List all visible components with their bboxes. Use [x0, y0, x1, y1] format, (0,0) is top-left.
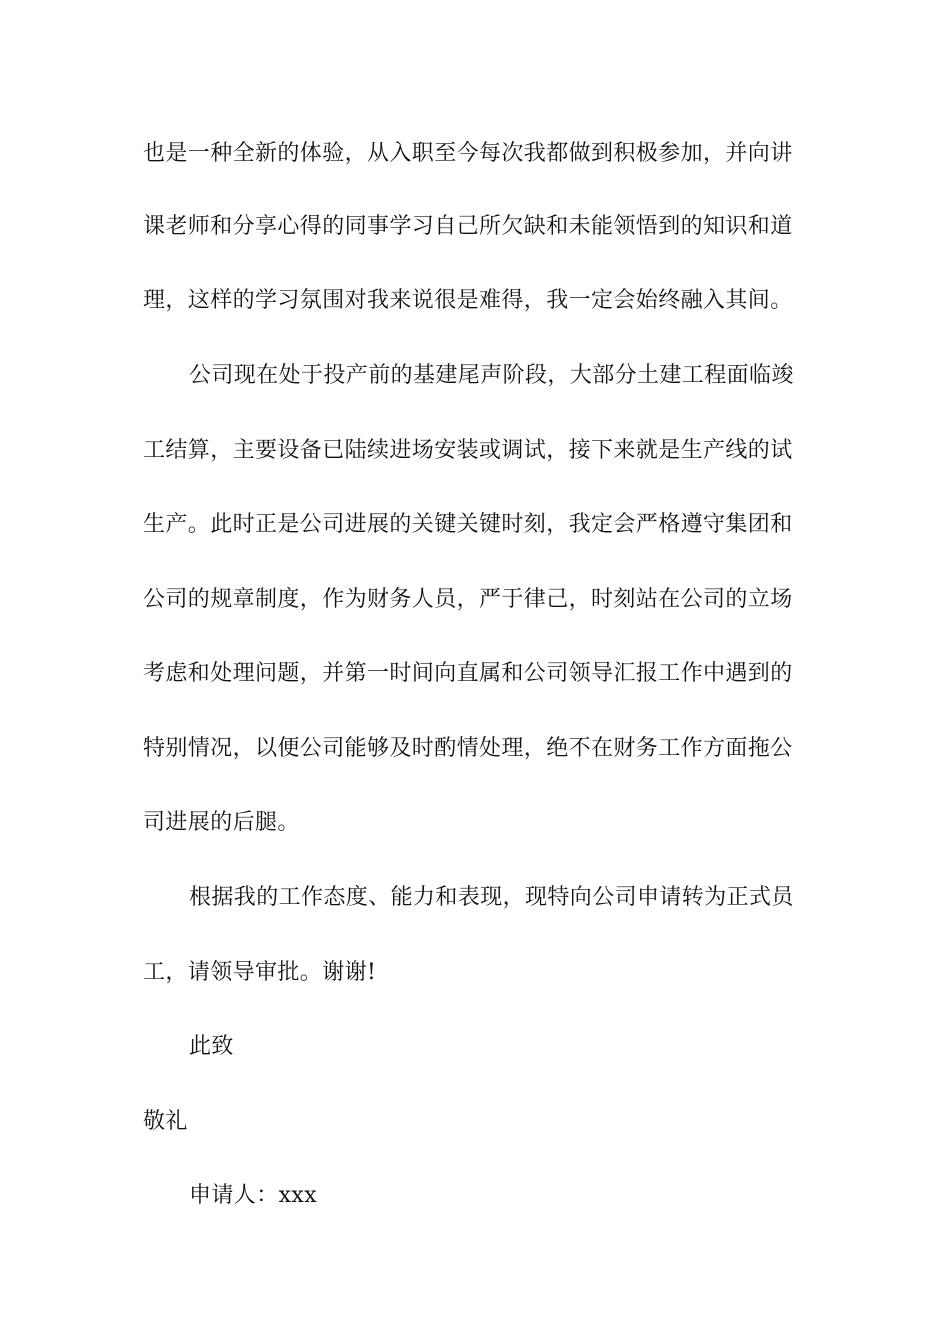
paragraph-line: 也是一种全新的体验，从入职至今每次我都做到积极参加，并向讲 — [143, 141, 793, 166]
paragraph-line: 司进展的后腿。 — [143, 810, 300, 835]
paragraph-line: 特别情况，以便公司能够及时酌情处理，绝不在财务工作方面拖公 — [143, 736, 793, 761]
applicant-signature: 申请人：xxx — [189, 1183, 318, 1208]
closing-salutation: 此致 — [189, 1034, 234, 1059]
paragraph-line: 工结算，主要设备已陆续进场安装或调试，接下来就是生产线的试 — [143, 438, 793, 463]
paragraph-line: 工，请领导审批。谢谢! — [143, 960, 377, 985]
paragraph-line: 公司的规章制度，作为财务人员，严于律己，时刻站在公司的立场 — [143, 587, 793, 612]
paragraph-line: 根据我的工作态度、能力和表现，现特向公司申请转为正式员 — [189, 885, 794, 910]
paragraph-line: 公司现在处于投产前的基建尾声阶段，大部分土建工程面临竣 — [189, 363, 794, 388]
paragraph-line: 生产。此时正是公司进展的关键关键时刻，我定会严格遵守集团和 — [143, 512, 793, 537]
paragraph-line: 课老师和分享心得的同事学习自己所欠缺和未能领悟到的知识和道 — [143, 214, 793, 239]
closing-regards: 敬礼 — [143, 1109, 188, 1134]
paragraph-line: 理，这样的学习氛围对我来说很是难得，我一定会始终融入其间。 — [143, 288, 793, 313]
paragraph-line: 考虑和处理问题，并第一时间向直属和公司领导汇报工作中遇到的 — [143, 661, 793, 686]
